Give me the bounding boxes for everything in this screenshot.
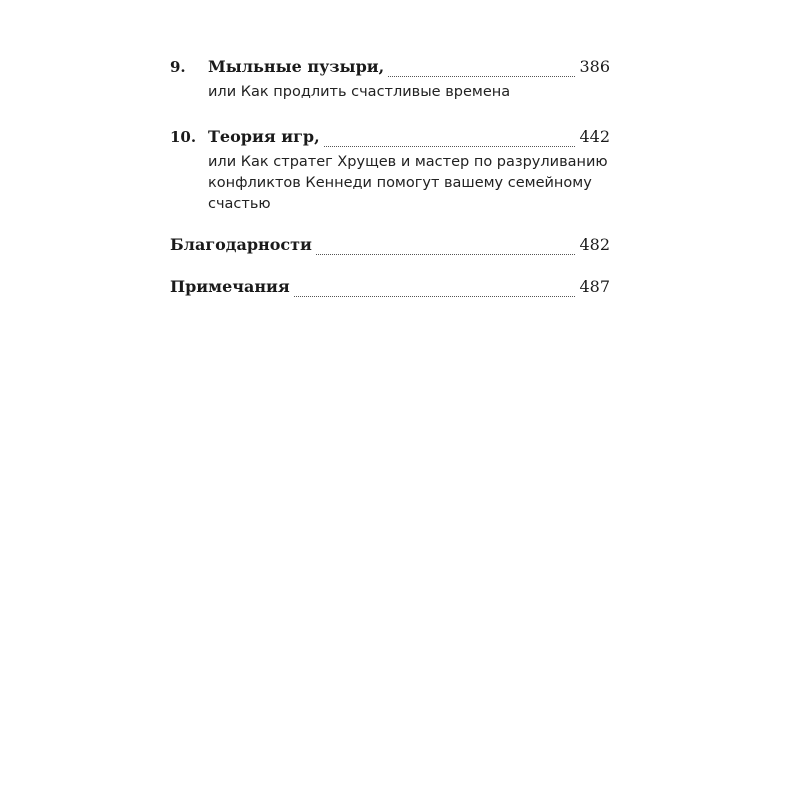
page-number: 482 [579, 235, 610, 254]
toc-entry-row [170, 272, 610, 302]
toc-entry-acknowledgments[interactable] [170, 230, 610, 272]
toc-entry-notes[interactable] [170, 272, 610, 312]
chapter-number: 10. [170, 128, 197, 146]
toc-entry-chapter-9[interactable] [170, 52, 610, 122]
table-of-contents [170, 52, 610, 312]
toc-entry-row [170, 52, 610, 82]
toc-entry-row [170, 230, 610, 260]
dot-leader [324, 146, 576, 147]
chapter-title: Мыльные пузыри, [208, 57, 385, 76]
page-number: 442 [579, 127, 610, 146]
dot-leader [388, 76, 575, 77]
page-number: 386 [579, 57, 610, 76]
section-title: Благодарности [170, 235, 312, 254]
page-number: 487 [579, 277, 610, 296]
section-title: Примечания [170, 277, 290, 296]
toc-entry-row [170, 122, 610, 152]
chapter-subtitle: или Как продлить счастливые времена [208, 84, 511, 100]
toc-entry-chapter-10[interactable] [170, 122, 610, 230]
dot-leader [316, 254, 576, 255]
chapter-title: Теория игр, [208, 127, 320, 146]
chapter-subtitle: или Как стратег Хрущев и мастер по разруливанию конфликтов Кеннеди помогут вашему семейному счастью [208, 154, 608, 212]
chapter-number: 9. [170, 58, 186, 76]
dot-leader [294, 296, 576, 297]
